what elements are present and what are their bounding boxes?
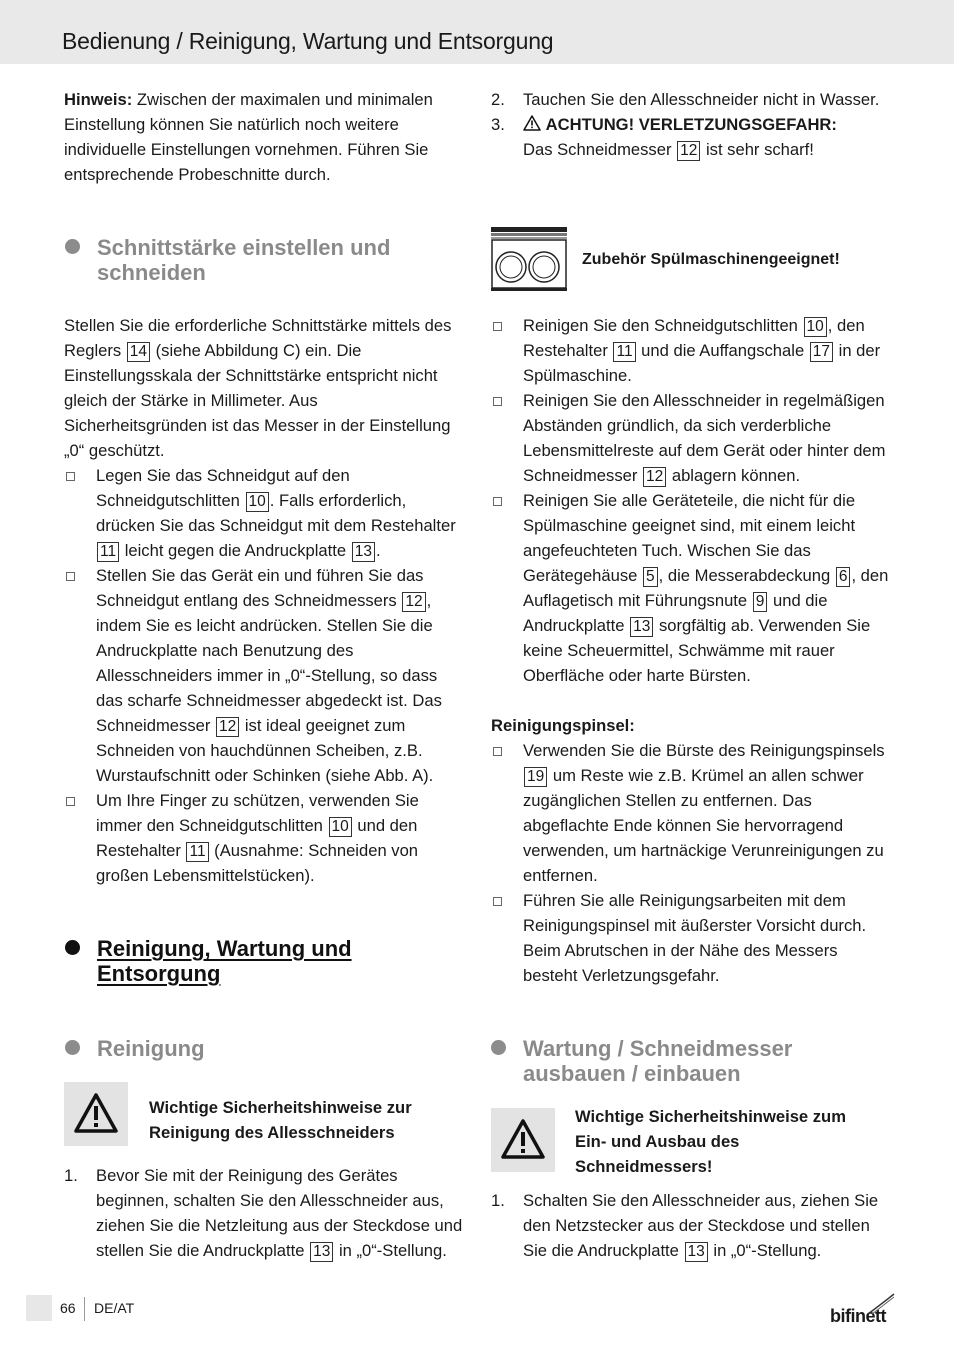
hint-paragraph (64, 87, 464, 187)
section-bullet-icon (491, 1040, 506, 1055)
warning-box (64, 1082, 128, 1146)
square-bullet-icon (66, 472, 75, 481)
schnittstaerke-list (64, 463, 464, 888)
list-item: Reinigen Sie den Schneidgutschlitten 10 , den Restehalter 11 und die Auffangschale 17 in der Spülmaschine. (491, 313, 891, 388)
warning-triangle-icon (523, 115, 541, 131)
section-heading-reinigung-wartung: Reinigung, Wartung und Entsorgung (97, 936, 457, 986)
schnittstaerke-paragraph: Stellen Sie die erforderliche Schnittstärke mittels des Reglers 14 (siehe Abbildung C) ein. Die Einstellungsskala der Schnittstärke entspricht nicht gleich der Stärke in Millimeter. Aus Sicherheitsgründen ist das Messer in der Einstellung „0“ geschützt. (64, 316, 452, 460)
warning-text: Wichtige Sicherheitshinweise zum Ein- und Ausbau des Schneidmessers! (575, 1107, 846, 1176)
ref-number: 13 (352, 542, 375, 562)
list-item: Führen Sie alle Reinigungsarbeiten mit dem Reinigungspinsel mit äußerster Vorsicht durch. Beim Abrutschen in der Nähe des Messers besteht Verletzungsgefahr. (491, 888, 891, 988)
section-heading-schnittstaerke: Schnittstärke einstellen und schneiden (97, 235, 457, 285)
ref-number: 13 (310, 1242, 333, 1262)
ref-number: 14 (127, 342, 150, 362)
list-item: Reinigen Sie alle Geräteteile, die nicht für die Spülmaschine geeignet sind, mit einem leicht angefeuchteten Tuch. Wischen Sie das Gerätegehäuse 5 , die Messerabdeckung 6 , den Auflagetisch mit Führungsnute 9 und die Andruckplatte 13 sorgfältig ab. Verwenden Sie keine Scheuermittel, Schwämme mit rauer Oberfläche oder harte Bürsten. (491, 488, 891, 688)
list-item: Legen Sie das Schneidgut auf den Schneidgutschlitten 10 . Falls erforderlich, drücken Sie das Schneidgut mit dem Restehalter 11 leicht gegen die Andruckplatte 13 . (64, 463, 464, 563)
ref-number: 11 (186, 842, 208, 862)
language-code: DE/AT (94, 1300, 135, 1316)
square-bullet-icon (493, 747, 502, 756)
ref-number: 10 (329, 817, 352, 837)
footer-box (26, 1295, 52, 1321)
list-item: Stellen Sie das Gerät ein und führen Sie das Schneidgut entlang des Schneidmessers 12 , indem Sie es leicht andrücken. Stellen Sie die Andruckplatte nach Benutzung des Allesschneiders immer in „0“-Stellung, so dass das scharfe Schneidmesser abgedeckt ist. Das Schneidmesser 12 ist ideal geeignet zum Schneiden von hauchdünnen Scheiben, z.B. Wurstaufschnitt oder Schinken (siehe Abb. A). (64, 563, 464, 788)
numbered-list (64, 1163, 464, 1263)
ref-number: 11 (97, 542, 119, 562)
ref-number: 13 (685, 1242, 708, 1262)
ref-number: 6 (836, 567, 851, 587)
square-bullet-icon (66, 797, 75, 806)
numbered-list-wartung (491, 1188, 891, 1263)
dishwasher-text: Zubehör Spülmaschinengeeignet! (582, 251, 840, 268)
dishwasher-icon (491, 227, 567, 293)
list-item: 3. ACHTUNG! VERLETZUNGSGEFAHR: Das Schneidmesser 12 ist sehr scharf! (491, 115, 837, 159)
ref-number: 5 (643, 567, 658, 587)
ref-number: 13 (630, 617, 653, 637)
logo-swoosh-icon (866, 1292, 896, 1316)
section-heading-reinigung: Reinigung (97, 1036, 457, 1061)
ref-number: 10 (246, 492, 269, 512)
ref-number: 12 (402, 592, 425, 612)
hint-label: Hinweis: (64, 90, 133, 109)
ref-number: 17 (810, 342, 833, 362)
list-item: 1. Bevor Sie mit der Reinigung des Gerätes beginnen, schalten Sie den Allesschneider aus, ziehen Sie die Netzleitung aus der Steckdose und stellen Sie die Andruckplatte 13 in „0“-Stellung. (64, 1166, 463, 1260)
list-item: 1. Schalten Sie den Allesschneider aus, ziehen Sie den Netzstecker aus der Steckdose und stellen Sie die Andruckplatte 13 in „0“-Stellung. (491, 1191, 879, 1260)
brush-section (491, 713, 891, 988)
warning-triangle-icon (73, 1092, 119, 1134)
ref-number: 19 (524, 767, 547, 787)
page-number: 66 (60, 1300, 76, 1316)
ref-number: 12 (643, 467, 666, 487)
cleaning-list (491, 313, 891, 688)
list-item: Reinigen Sie den Allesschneider in regelmäßigen Abständen gründlich, da sich verderbliche Lebensmittelreste auf dem Gerät oder hinter dem Schneidmesser 12 ablagern können. (491, 388, 891, 488)
list-item: 2. Tauchen Sie den Allesschneider nicht in Wasser. (491, 90, 880, 109)
warning-text: Wichtige Sicherheitshinweise zur Reinigung des Allesschneiders (149, 1098, 412, 1142)
square-bullet-icon (493, 322, 502, 331)
hint-text: Zwischen der maximalen und minimalen Einstellung können Sie natürlich noch weitere individuelle Einstellungen vornehmen. Führen Sie entsprechende Probeschnitte durch. (64, 90, 433, 184)
ref-number: 11 (613, 342, 635, 362)
footer-divider (84, 1297, 85, 1321)
ref-number: 12 (677, 141, 700, 161)
numbered-list-continued (491, 87, 891, 162)
section-bullet-icon (65, 1040, 80, 1055)
ref-number: 10 (804, 317, 827, 337)
square-bullet-icon (66, 572, 75, 581)
section-bullet-icon (65, 239, 80, 254)
section-heading-wartung: Wartung / Schneidmesser ausbauen / einbauen (523, 1036, 883, 1086)
warning-box (491, 1108, 555, 1172)
ref-number: 9 (753, 592, 768, 612)
warning-triangle-icon (500, 1118, 546, 1160)
square-bullet-icon (493, 397, 502, 406)
brush-title: Reinigungspinsel: (491, 716, 635, 735)
section-bullet-icon (65, 940, 80, 955)
list-item: Um Ihre Finger zu schützen, verwenden Sie immer den Schneidgutschlitten 10 und den Restehalter 11 (Ausnahme: Schneiden von großen Lebensmittelstücken). (64, 788, 464, 888)
page-title: Bedienung / Reinigung, Wartung und Entsorgung (62, 28, 554, 54)
square-bullet-icon (493, 897, 502, 906)
ref-number: 12 (216, 717, 239, 737)
list-item: Verwenden Sie die Bürste des Reinigungspinsels 19 um Reste wie z.B. Krümel an allen schwer zugänglichen Stellen zu entfernen. Das abgeflachte Ende können Sie hervorragend verwenden, um hartnäckige Verunreinigungen zu entfernen. (491, 738, 891, 888)
brand-logo: bifinett (830, 1306, 886, 1327)
square-bullet-icon (493, 497, 502, 506)
